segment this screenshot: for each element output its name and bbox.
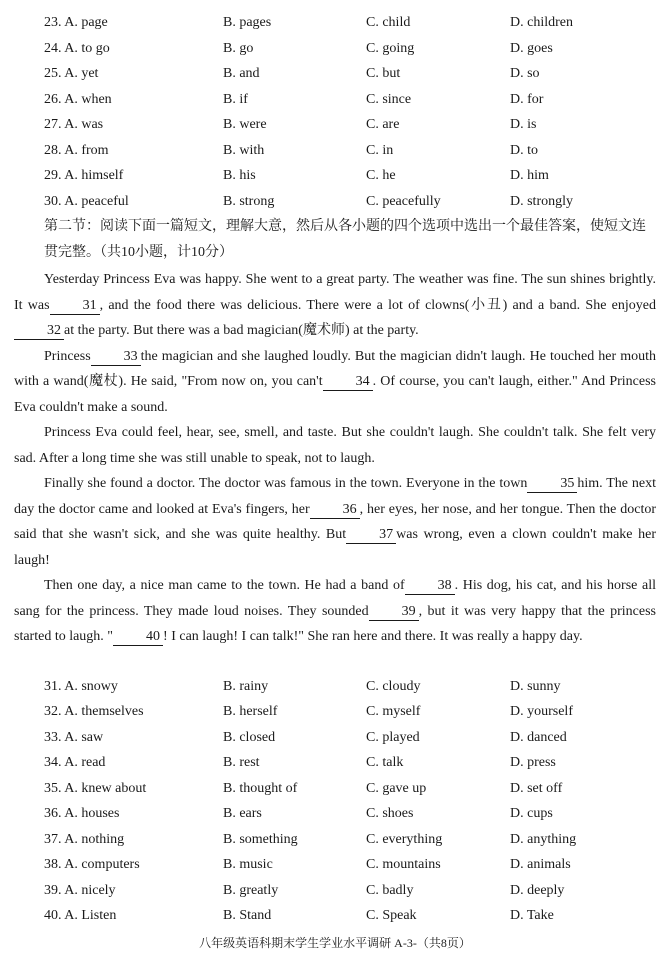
option-c: C. shoes [366,806,414,821]
option-a: 29. A. himself [44,168,124,183]
option-c: C. but [366,66,401,81]
option-a: 26. A. when [44,92,112,107]
option-d: D. deeply [510,883,565,898]
blank-35[interactable]: 35 [527,475,577,493]
option-b: B. something [223,832,298,847]
option-d: D. for [510,92,544,107]
option-b: B. rest [223,755,260,770]
option-c: C. in [366,143,394,158]
blank-39[interactable]: 39 [369,603,419,621]
option-b: B. music [223,857,273,872]
blank-40[interactable]: 40 [113,628,163,646]
option-c: C. since [366,92,412,107]
option-b: B. rainy [223,679,269,694]
option-d: D. him [510,168,549,183]
option-row-25 [0,63,670,85]
option-row-35 [0,778,670,800]
option-d: D. set off [510,781,563,796]
option-row-33 [0,727,670,749]
option-c: C. talk [366,755,404,770]
option-c: C. peacefully [366,194,441,209]
option-a: 37. A. nothing [44,832,125,847]
option-b: B. and [223,66,260,81]
option-a: 32. A. themselves [44,704,144,719]
blank-34[interactable]: 34 [323,373,373,391]
option-b: B. pages [223,15,272,30]
option-c: C. everything [366,832,443,847]
option-row-39 [0,880,670,902]
option-c: C. going [366,41,415,56]
option-row-38 [0,854,670,876]
option-row-30 [0,191,670,213]
blank-37[interactable]: 37 [346,526,396,544]
option-a: 25. A. yet [44,66,99,81]
option-c: C. myself [366,704,421,719]
option-a: 23. A. page [44,15,108,30]
option-d: D. animals [510,857,571,872]
option-c: C. badly [366,883,414,898]
option-a: 35. A. knew about [44,781,147,796]
option-b: B. his [223,168,256,183]
paragraph-3: Princess Eva could feel, hear, see, smell, and taste. But she couldn't laugh. She couldn't talk. She felt very sad. After a long time she was still unable to speak, not to laugh. [14,425,656,466]
option-a: 40. A. Listen [44,908,117,923]
option-b: B. herself [223,704,278,719]
option-row-26 [0,89,670,111]
paragraph-4: Finally she found a doctor. The doctor was famous in the town. Everyone in the town 35 him. The next day the doctor came and looked at Eva's fingers, her 36 , her eyes, her nose, and her tongue. Then the doctor said that she wasn't sick, and she was quite healthy. But 37 was wrong, even a clown couldn't make her laugh! [14,476,656,568]
option-row-34 [0,752,670,774]
option-a: 28. A. from [44,143,109,158]
option-a: 36. A. houses [44,806,120,821]
option-a: 24. A. to go [44,41,110,56]
option-d: D. strongly [510,194,573,209]
paragraph-5: Then one day, a nice man came to the town. He had a band of 38 . His dog, his cat, and his horse all sang for the princess. They made loud noises. They sounded 39 , but it was very happy that the princess started to laugh. " 40 ! I can laugh! I can talk!" She ran here and there. It was really a happy day. [14,578,656,644]
blank-31[interactable]: 31 [50,297,100,315]
option-c: C. gave up [366,781,427,796]
option-row-32 [0,701,670,723]
blank-36[interactable]: 36 [310,501,360,519]
option-d: D. yourself [510,704,573,719]
option-c: C. he [366,168,396,183]
option-b: B. strong [223,194,275,209]
option-d: D. is [510,117,537,132]
blank-38[interactable]: 38 [405,577,455,595]
blank-33[interactable]: 33 [91,348,141,366]
option-a: 34. A. read [44,755,106,770]
option-row-28 [0,140,670,162]
option-c: C. cloudy [366,679,421,694]
option-b: B. ears [223,806,262,821]
option-row-24 [0,38,670,60]
option-row-29 [0,165,670,187]
option-a: 30. A. peaceful [44,194,129,209]
option-d: D. anything [510,832,577,847]
option-d: D. so [510,66,540,81]
page-footer: 八年级英语科期末学生学业水平调研 A-3-（共8页） [199,936,471,950]
option-row-36 [0,803,670,825]
option-c: C. mountains [366,857,441,872]
option-d: D. goes [510,41,553,56]
option-d: D. children [510,15,573,30]
option-d: D. sunny [510,679,561,694]
option-c: C. child [366,15,411,30]
option-row-37 [0,829,670,851]
section-heading: 第二节：阅读下面一篇短文，理解大意，然后从各小题的四个选项中选出一个最佳答案，使短文连贯完整。（共10小题，计10分） [44,219,646,260]
option-b: B. if [223,92,248,107]
option-row-23 [0,12,670,34]
paragraph-1: Yesterday Princess Eva was happy. She went to a great party. The weather was fine. The sun shines brightly. It was 31 , and the food there was delicious. There were a lot of clowns(小丑) and a band. She enjoyed32 at the party. But there was a bad magician(魔术师) at the party. [14,272,656,338]
option-d: D. press [510,755,556,770]
blank-32[interactable]: 32 [14,322,64,340]
paragraph-2: Princess 33 the magician and she laughed loudly. But the magician didn't laugh. He touched her mouth with a wand(魔杖). He said, "From now on, you can't 34 . Of course, you can't laugh, either." And Princess Eva couldn't make a sound. [14,348,656,415]
option-b: B. with [223,143,265,158]
option-a: 27. A. was [44,117,104,132]
option-row-40 [0,905,670,927]
option-row-31 [0,676,670,698]
option-b: B. closed [223,730,276,745]
option-b: B. Stand [223,908,272,923]
option-a: 39. A. nicely [44,883,116,898]
option-d: D. to [510,143,538,158]
option-d: D. Take [510,908,554,923]
option-b: B. greatly [223,883,279,898]
cloze-passage [14,267,656,650]
option-b: B. go [223,41,254,56]
option-d: D. danced [510,730,567,745]
option-d: D. cups [510,806,553,821]
option-a: 31. A. snowy [44,679,118,694]
option-b: B. thought of [223,781,298,796]
option-a: 33. A. saw [44,730,104,745]
option-row-27 [0,114,670,136]
option-c: C. Speak [366,908,417,923]
option-b: B. were [223,117,267,132]
option-c: C. are [366,117,400,132]
option-c: C. played [366,730,420,745]
option-a: 38. A. computers [44,857,140,872]
